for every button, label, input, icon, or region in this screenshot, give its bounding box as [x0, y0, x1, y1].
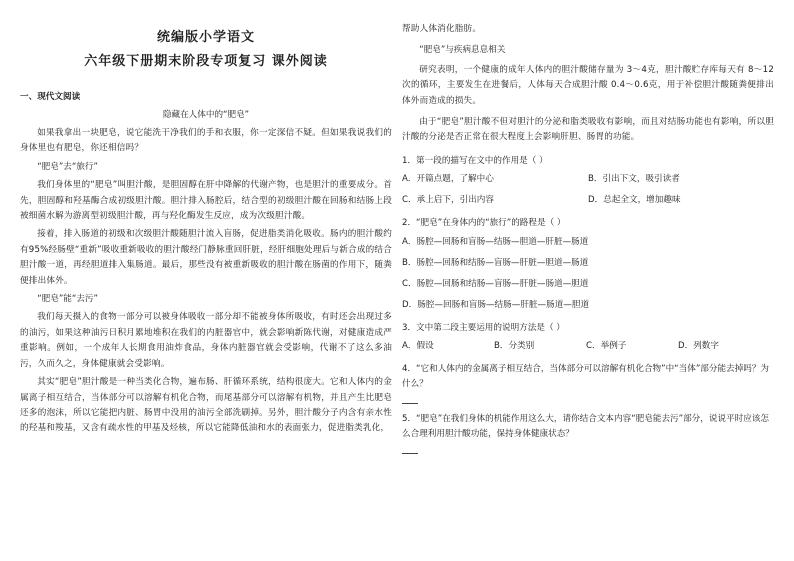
article-paragraph-3: 我们每天摄入的食物一部分可以被身体吸收一部分却不能被身体所吸收，有时还会出现过多的油污，如果这种油污日积月累地堆积在我们的内脏器官中，就会影响新陈代谢，对健康造成严重影响。例如，一个成年人长期食用油炸食品，身体内脏器官就会受影响，代谢不了这么多油污，久而久之，身体健康就会受影响。 — [20, 312, 392, 369]
answer-line[interactable] — [402, 403, 418, 404]
option-c: C．肠腔—回肠和结肠—盲肠—肝脏—肠道—胆道 — [402, 278, 589, 289]
question-options-row — [402, 169, 774, 190]
option-d: D．列数字 — [678, 341, 719, 352]
question-4 — [402, 362, 774, 404]
question-stem: 2．“肥皂”在身体内的“旅行”的路程是（ ） — [402, 218, 566, 229]
option-b: B．肠腔—回肠和结肠—盲肠—肝脏—胆道—肠道 — [402, 257, 589, 268]
question-5 — [402, 412, 774, 454]
article-intro: 如果我拿出一块肥皂，说它能洗干净我们的手和衣服，你一定深信不疑。但如果我说我们的身体里也有肥皂，你还相信吗？ — [20, 128, 392, 154]
article-subheading-disease: “肥皂”与疾病息息相关 — [419, 45, 506, 56]
option-b: B．引出下文，吸引读者 — [588, 174, 680, 185]
article-paragraph-5: 帮助人体消化脂肪。 — [402, 24, 482, 34]
question-3 — [402, 321, 774, 357]
document-title: 统编版小学语文 — [156, 30, 255, 45]
option-c: C．举例子 — [586, 341, 627, 352]
document-subtitle: 六年级下册期末阶段专项复习 课外阅读 — [84, 54, 328, 69]
question-stem: 5．“肥皂”在我们身体的机能作用这么大，请你结合文本内容“肥皂能去污”部分，说说平时应该怎么合理利用胆汁酸功能，保持身体健康状态？ — [402, 413, 770, 440]
question-stem: 4．“它和人体内的金属离子相互结合，当体部分可以溶解有机化合物”中“当体”部分能去掉吗？为什么？ — [402, 364, 770, 390]
option-a: A．肠腔—回肠和盲肠—结肠—胆道—肝脏—肠道 — [402, 236, 589, 247]
question-stem: 1．第一段的描写在文中的作用是（ ） — [402, 155, 548, 166]
article-subheading-clean: “肥皂”能“去污” — [37, 294, 98, 305]
option-a: A．假设 — [402, 341, 434, 352]
article-paragraph-6: 研究表明，一个健康的成年人体内的胆汁酸储存量为 3～4克，胆汁酸贮存库每天有 8～12次的循环，主要发生在进餐后，人体每天合成胆汁酸 0.4～0.6克，用于补偿胆汁酸随粪便排出体外而造成的损失。 — [402, 64, 774, 106]
article-paragraph-4: 其实“肥皂”胆汁酸是一种当类化合物，遍布肠、肝循环系统，结构很庞大。它和人体内的金属离子相互结合，当体部分可以溶解有机化合物，而尾基部分可以溶解有机物，并且产生比肥皂还多的泡沫，所以它能把内脏、肠胃中没用的油污全部洗刷掉。另外，胆汁酸分子内含有亲水性的羟基和羧基，又含有疏水性的甲基及烃核，所以它能降低油和水的表面张力，促进脂类乳化， — [20, 377, 392, 434]
question-2 — [402, 216, 774, 315]
article-paragraph-1: 我们身体里的“肥皂”叫胆汁酸，是胆固醇在肝中降解的代谢产物，也是胆汁的重要成分。首先，胆固醇和羟基酶合成初级胆汁酸。胆汁排入肠腔后，结合型的初级胆汁酸在回肠和结肠上段被细菌水解为游离型初级胆汁酸，再与羟化酶发生反应，成为次级胆汁酸。 — [20, 180, 392, 222]
right-column — [402, 22, 774, 462]
option-d: D．总起全文，增加趣味 — [588, 195, 681, 206]
option-a: A．开篇点题，了解中心 — [402, 174, 494, 185]
option-c: C．承上启下，引出内容 — [402, 195, 494, 206]
question-1 — [402, 154, 774, 211]
article-title: 隐藏在人体中的“肥皂” — [162, 110, 250, 120]
article-paragraph-2: 接着，排入肠道的初级和次级胆汁酸随胆汁流入盲肠，促进脂类消化吸收。肠内的胆汁酸约有95%经肠壁“重新”吸收重新吸收的胆汁酸经门静脉重回肝脏，经肝细胞处理后与新合成的结合胆汁酸一道，再经胆道排入集肠道。最后，那些没有被重新吸收的胆汁酸在肠菌的作用下，随粪便排出体外。 — [20, 229, 392, 286]
answer-line[interactable] — [402, 453, 418, 454]
question-options-row — [402, 190, 774, 211]
left-column — [20, 22, 392, 437]
question-stem: 3．文中第二段主要运用的说明方法是（ ） — [402, 322, 565, 333]
option-b: B．分类别 — [494, 341, 535, 352]
article-paragraph-7: 由于“肥皂”胆汁酸不但对胆汁的分泌和脂类吸收有影响，而且对结肠功能也有影响，所以胆汁酸的分泌是否正常在很大程度上会影响肝胆、肠胃的功能。 — [402, 117, 774, 143]
option-d: D．肠腔—回肠和盲肠—结肠—肝脏—肠道—胆道 — [402, 299, 590, 310]
question-options-row — [402, 336, 774, 357]
article-subheading-travel: “肥皂”去“旅行” — [37, 161, 98, 172]
section-title: 一、现代文阅读 — [20, 92, 81, 102]
